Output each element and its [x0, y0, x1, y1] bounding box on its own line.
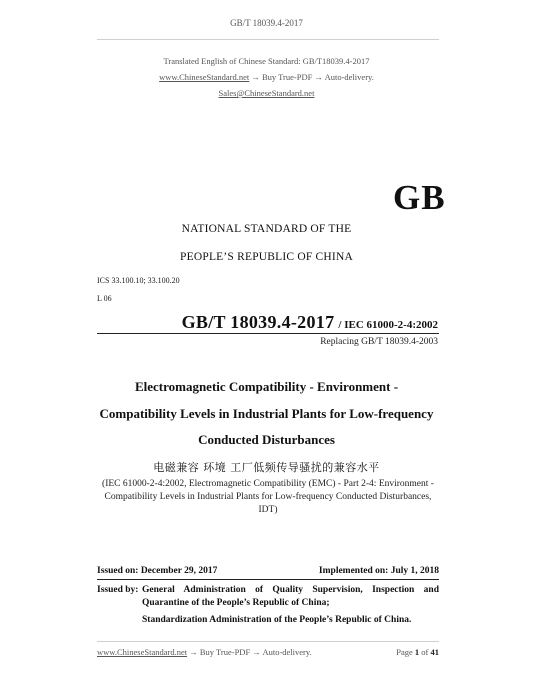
national-standard-line1: NATIONAL STANDARD OF THE	[181, 223, 352, 235]
dates-row	[97, 566, 439, 576]
translation-notice: Translated English of Chinese Standard: GB/T18039.4-2017	[163, 56, 370, 66]
footer-suffix: → Buy True-PDF → Auto-delivery.	[187, 647, 312, 657]
ccs-code: L 06	[97, 294, 112, 303]
footer-divider	[97, 641, 439, 642]
header-divider	[97, 39, 439, 40]
dates-divider	[97, 579, 439, 580]
purchase-line	[0, 72, 533, 82]
page-of: of	[421, 647, 429, 657]
email-line	[0, 88, 533, 98]
issuer-org1: General Administration of Quality Supervision, Inspection and Quarantine of the People’s Republic of China;	[142, 585, 439, 608]
standard-number	[170, 312, 438, 333]
issuer-org2: Standardization Administration of the People’s Republic of China.	[142, 615, 412, 625]
running-header: GB/T 18039.4-2017	[230, 18, 303, 28]
national-standard-line2: PEOPLE’S REPUBLIC OF CHINA	[180, 251, 353, 263]
std-number: GB/T 18039.4-2017	[181, 312, 335, 332]
chinese-title: 电磁兼容 环境 工厂低频传导骚扰的兼容水平	[153, 461, 380, 474]
footer-site-link[interactable]: www.ChineseStandard.net	[97, 647, 188, 657]
purchase-suffix: → Buy True-PDF → Auto-delivery.	[249, 72, 374, 82]
page-footer	[97, 647, 439, 657]
title-line1: Electromagnetic Compatibility - Environment -	[134, 379, 399, 394]
implemented-date: Implemented on: July 1, 2018	[318, 566, 439, 576]
site-link[interactable]: www.ChineseStandard.net	[159, 72, 250, 82]
page-current: 1	[414, 647, 420, 657]
page-total: 41	[430, 647, 439, 657]
iec-equivalent: / IEC 61000-2-4:2002	[338, 319, 438, 331]
page-label: Page	[396, 647, 413, 657]
email-link[interactable]: Sales@ChineseStandard.net	[218, 88, 315, 98]
replacing-note: Replacing GB/T 18039.4-2003	[320, 337, 438, 347]
title-line2: Compatibility Levels in Industrial Plants for Low-frequency	[99, 406, 434, 421]
ics-code: ICS 33.100.10; 33.100.20	[97, 276, 180, 285]
issued-date: Issued on: December 29, 2017	[97, 566, 218, 576]
gb-logo: GB	[393, 178, 446, 217]
standard-divider	[97, 333, 439, 334]
title-line3: Conducted Disturbances	[198, 432, 335, 447]
iec-reference: (IEC 61000-2-4:2002, Electromagnetic Compatibility (EMC) - Part 2-4: Environment - Compatibility Levels in Industrial Plants for Low-frequency Conducted Disturbances, IDT)	[102, 479, 434, 515]
page-indicator	[396, 647, 439, 657]
issued-by-label: Issued by:	[97, 585, 139, 595]
